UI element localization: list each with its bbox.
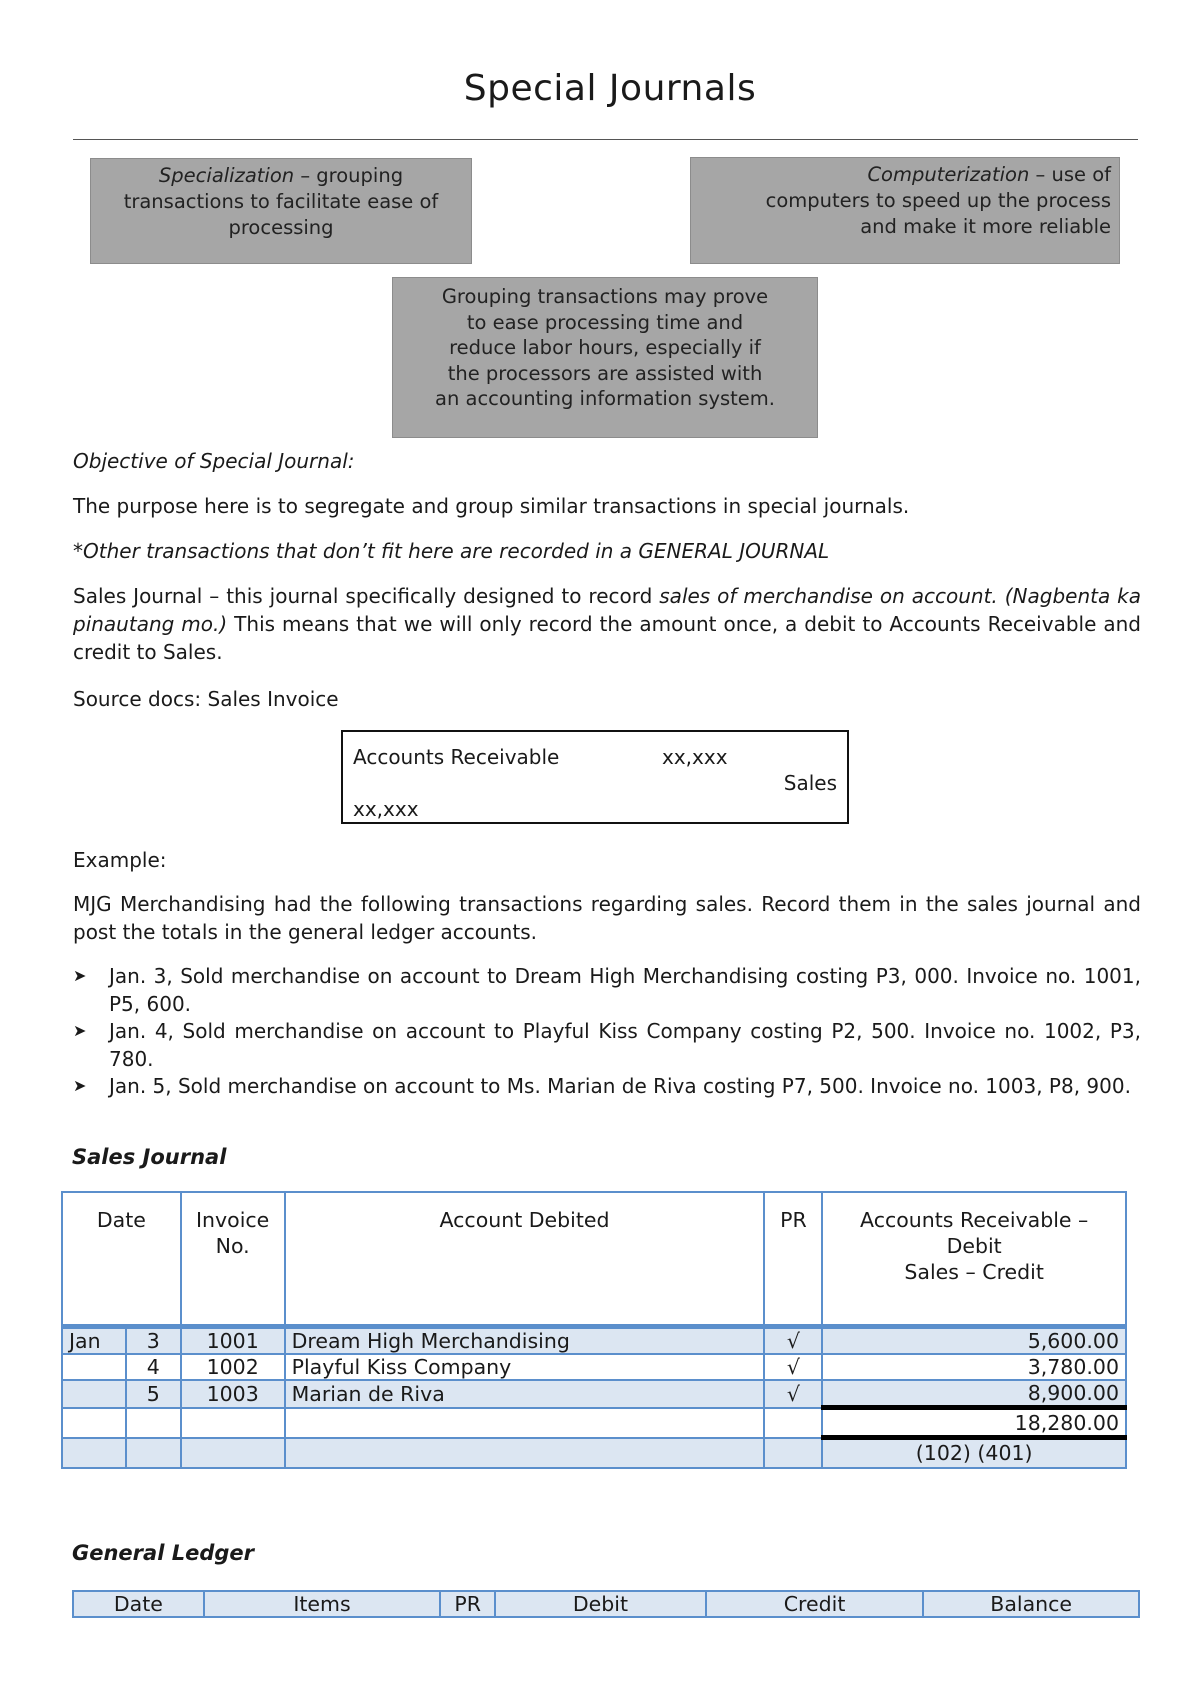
transaction-item xyxy=(73,1017,1141,1073)
header-amount-line3: Sales – Credit xyxy=(904,1260,1044,1284)
grouping-box xyxy=(392,277,818,438)
journal-entry-box xyxy=(341,730,849,824)
transaction-item xyxy=(73,962,1141,1018)
entry-debit-amount: xx,xxx xyxy=(662,745,728,769)
gl-header-pr: PR xyxy=(440,1591,495,1617)
gl-header-date: Date xyxy=(73,1591,204,1617)
row-pr: √ xyxy=(764,1380,822,1408)
specialization-text: – grouping transactions to facilitate ease of processing xyxy=(123,164,439,239)
table-row xyxy=(62,1327,1126,1355)
grouping-text: Grouping transactions may prove to ease processing time and reduce labor hours, especially if the processors are assisted with an accounting information system. xyxy=(435,285,775,410)
entry-credit-amount: xx,xxx xyxy=(353,797,419,821)
header-pr: PR xyxy=(764,1192,822,1327)
total-row xyxy=(62,1408,1126,1438)
empty-cell xyxy=(764,1438,822,1468)
row-amount: 8,900.00 xyxy=(822,1380,1126,1408)
row-account: Marian de Riva xyxy=(285,1380,765,1408)
example-intro: MJG Merchandising had the following transactions regarding sales. Record them in the sales journal and post the totals in the general ledger accounts. xyxy=(73,892,1141,944)
entry-debit-account: Accounts Receivable xyxy=(353,745,560,769)
header-amount-line2: Debit xyxy=(946,1234,1002,1258)
header-account-debited: Account Debited xyxy=(285,1192,765,1327)
empty-cell xyxy=(285,1438,765,1468)
objective-heading xyxy=(73,447,1141,475)
general-ledger-header-row xyxy=(73,1591,1139,1617)
title-divider xyxy=(73,139,1138,140)
sales-journal-header-row xyxy=(62,1192,1126,1327)
sales-journal-heading: Sales Journal xyxy=(72,1145,227,1169)
row-invoice: 1002 xyxy=(181,1354,285,1380)
row-pr: √ xyxy=(764,1327,822,1355)
empty-cell xyxy=(62,1408,126,1438)
row-month xyxy=(62,1380,126,1408)
specialization-box xyxy=(90,158,472,264)
gl-header-items: Items xyxy=(204,1591,441,1617)
posting-row xyxy=(62,1438,1126,1468)
table-row xyxy=(62,1380,1126,1408)
purpose-text: The purpose here is to segregate and group similar transactions in special journals. xyxy=(73,494,910,518)
row-month: Jan xyxy=(62,1327,126,1355)
objective-heading-text: Objective of Special Journal: xyxy=(73,449,355,473)
empty-cell xyxy=(181,1438,285,1468)
sales-journal-emphasis: sales of merchandise on account. xyxy=(659,584,998,608)
posting-references: (102) (401) xyxy=(822,1438,1126,1468)
row-invoice: 1001 xyxy=(181,1327,285,1355)
transaction-item xyxy=(73,1072,1141,1100)
arrow-bullet-icon: ➤ xyxy=(73,966,87,985)
row-day: 3 xyxy=(126,1327,181,1355)
entry-credit-account: Sales xyxy=(783,771,837,795)
total-amount: 18,280.00 xyxy=(822,1408,1126,1438)
specialization-term: Specialization xyxy=(158,164,295,187)
header-date: Date xyxy=(62,1192,181,1327)
empty-cell xyxy=(764,1408,822,1438)
computerization-text: – use of computers to speed up the process and make it more reliable xyxy=(765,163,1111,238)
row-amount: 5,600.00 xyxy=(822,1327,1126,1355)
header-invoice xyxy=(181,1192,285,1327)
gl-header-debit: Debit xyxy=(495,1591,706,1617)
transaction-text: Jan. 4, Sold merchandise on account to Playful Kiss Company costing P2, 500. Invoice no. 1002, P3, 780. xyxy=(109,1019,1141,1071)
empty-cell xyxy=(181,1408,285,1438)
arrow-bullet-icon: ➤ xyxy=(73,1021,87,1040)
transaction-text: Jan. 5, Sold merchandise on account to Ms. Marian de Riva costing P7, 500. Invoice no. 1003, P8, 900. xyxy=(109,1074,1131,1098)
header-invoice-line1: Invoice xyxy=(196,1208,270,1232)
empty-cell xyxy=(126,1438,181,1468)
general-ledger-heading: General Ledger xyxy=(72,1541,254,1565)
transaction-text: Jan. 3, Sold merchandise on account to Dream High Merchandising costing P3, 000. Invoice no. 1001, P5, 600. xyxy=(109,964,1141,1016)
source-docs: Source docs: Sales Invoice xyxy=(73,687,339,711)
empty-cell xyxy=(285,1408,765,1438)
row-amount: 3,780.00 xyxy=(822,1354,1126,1380)
table-row xyxy=(62,1354,1126,1380)
computerization-term: Computerization xyxy=(867,163,1030,186)
row-account: Dream High Merchandising xyxy=(285,1327,765,1355)
gl-header-balance: Balance xyxy=(923,1591,1139,1617)
header-amount-line1: Accounts Receivable – xyxy=(860,1208,1089,1232)
row-pr: √ xyxy=(764,1354,822,1380)
row-account: Playful Kiss Company xyxy=(285,1354,765,1380)
sales-journal-tagalog: (Nagbenta ka pinautang mo.) xyxy=(73,584,1142,636)
row-day: 5 xyxy=(126,1380,181,1408)
header-amount xyxy=(822,1192,1126,1327)
computerization-box xyxy=(690,157,1120,264)
empty-cell xyxy=(126,1408,181,1438)
empty-cell xyxy=(62,1438,126,1468)
sales-journal-lead: Sales Journal – this journal specifically designed to record xyxy=(73,584,660,608)
page-title: Special Journals xyxy=(463,68,757,109)
arrow-bullet-icon: ➤ xyxy=(73,1076,87,1095)
row-day: 4 xyxy=(126,1354,181,1380)
example-label: Example: xyxy=(73,848,167,872)
gl-header-credit: Credit xyxy=(706,1591,924,1617)
row-invoice: 1003 xyxy=(181,1380,285,1408)
sales-journal-table xyxy=(61,1191,1127,1469)
sales-journal-rest: This means that we will only record the amount once, a debit to Accounts Receivable and credit to Sales. xyxy=(73,612,1141,664)
sales-journal-description xyxy=(73,582,1141,666)
general-journal-note: *Other transactions that don’t fit here are recorded in a GENERAL JOURNAL xyxy=(73,539,830,563)
general-ledger-table xyxy=(72,1590,1140,1618)
header-invoice-line2: No. xyxy=(215,1234,250,1258)
row-month xyxy=(62,1354,126,1380)
